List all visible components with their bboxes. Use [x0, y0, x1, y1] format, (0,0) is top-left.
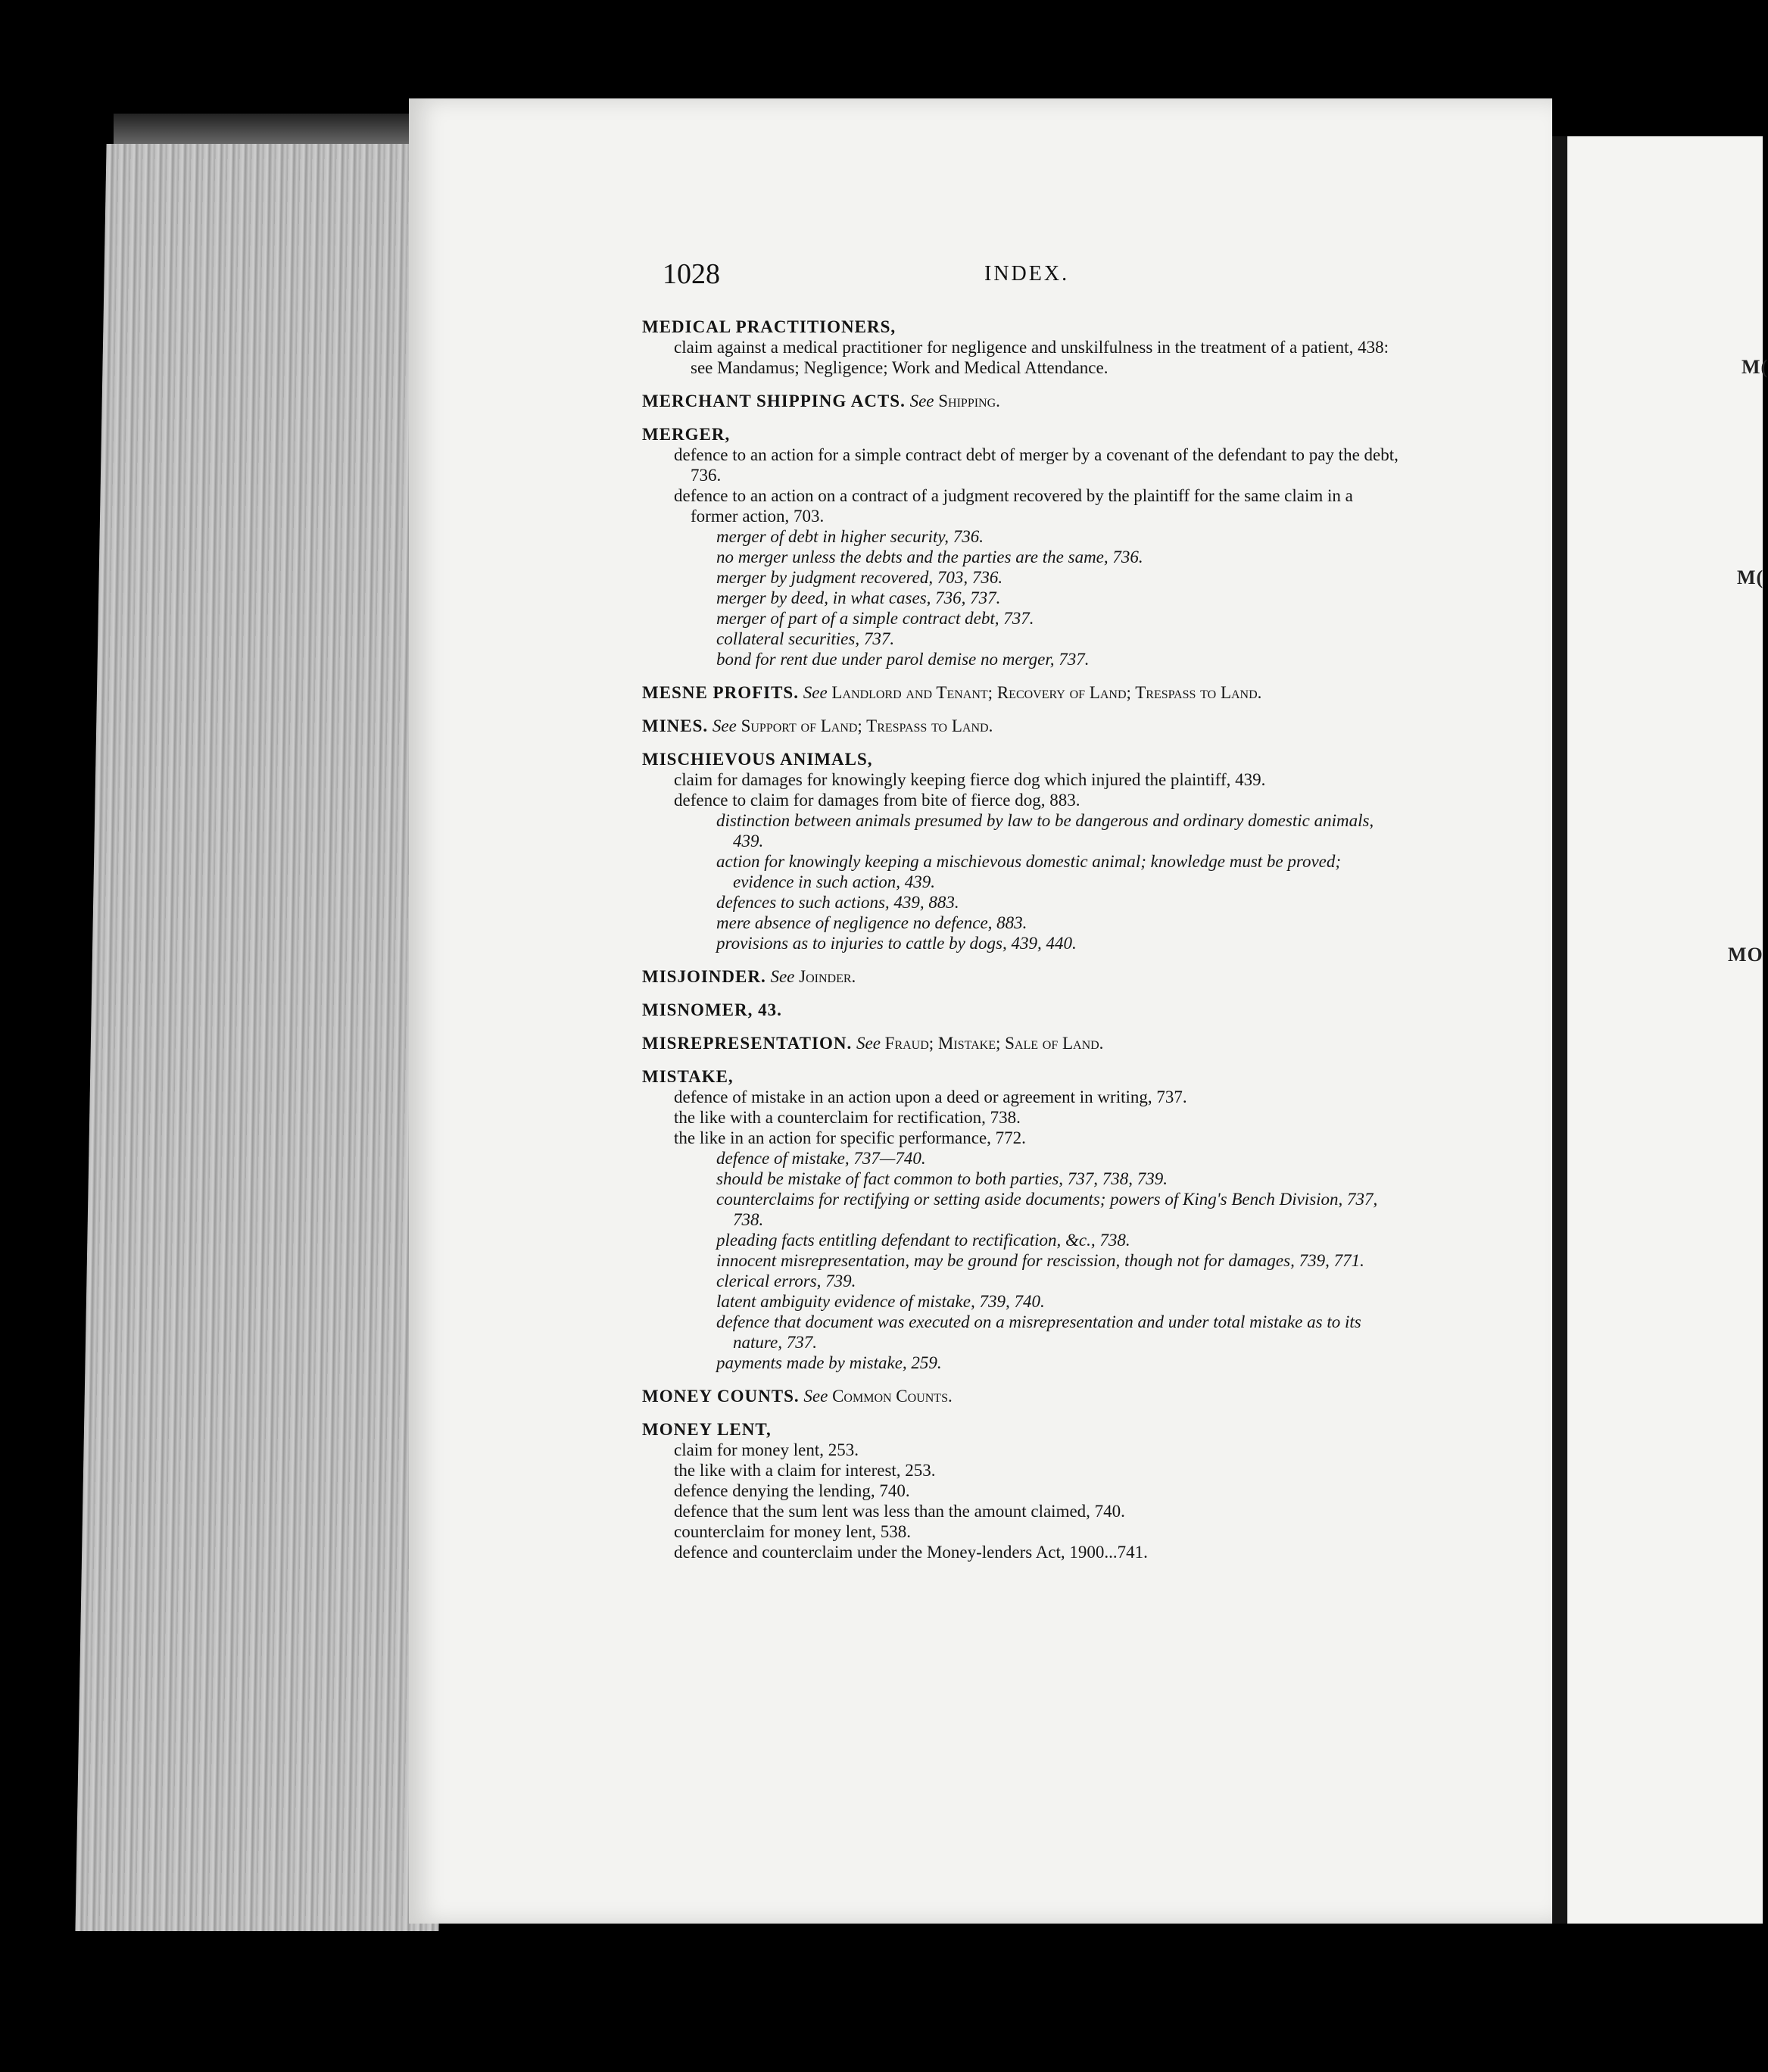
page-number: 1028 [663, 258, 720, 290]
index-entry [642, 966, 1399, 987]
book-gutter [1552, 136, 1567, 1924]
entry-heading: MISJOINDER. [642, 967, 766, 986]
see-reference: Landlord and Tenant; Recovery of Land; Trespass to Land. [831, 683, 1262, 702]
see-reference: Support of Land; Trespass to Land. [741, 716, 993, 735]
index-subentry: claim for damages for knowingly keeping fierce dog which injured the plaintiff, 439. [674, 770, 1266, 789]
index-note-line: merger of part of a simple contract debt, 737. [716, 609, 1034, 628]
index-subentry: defence to claim for damages from bite of fierce dog, 883. [674, 791, 1080, 810]
running-head: INDEX. [984, 262, 1070, 286]
index-entry [642, 391, 1399, 411]
index-subentry: the like with a counterclaim for rectification, 738. [674, 1108, 1021, 1127]
see-label: See [770, 967, 795, 986]
right-page-fragment: M( [1741, 356, 1768, 378]
index-entry [642, 1419, 1399, 1562]
entry-heading-line [642, 1000, 1399, 1020]
index-note-line: merger by deed, in what cases, 736, 737. [716, 588, 1001, 607]
see-label: See [803, 1387, 828, 1406]
index-subentry: defence of mistake in an action upon a deed or agreement in writing, 737. [674, 1087, 1187, 1106]
entry-heading-line [642, 1386, 1399, 1406]
index-subentry: defence to an action on a contract of a judgment recovered by the plaintiff for the same claim in a former action, 703. [674, 486, 1353, 526]
index-list [642, 317, 1399, 1575]
index-note-line: action for knowingly keeping a mischievous domestic animal; knowledge must be proved; evidence in such action, 439. [716, 852, 1342, 891]
index-entry [642, 317, 1399, 378]
see-reference: Shipping. [938, 392, 1000, 410]
index-entry [642, 1066, 1399, 1373]
see-label: See [856, 1034, 881, 1053]
entry-heading: MISREPRESENTATION. [642, 1034, 853, 1053]
index-note-line: payments made by mistake, 259. [716, 1353, 942, 1372]
see-label: See [712, 716, 737, 735]
right-page-fragment: M( [1737, 566, 1764, 588]
index-entry [642, 1033, 1399, 1053]
entry-heading: MISNOMER, 43. [642, 1000, 782, 1019]
see-label: See [803, 683, 828, 702]
entry-heading: MERGER, [642, 425, 731, 444]
index-note-line: defence of mistake, 737—740. [716, 1149, 926, 1168]
entry-heading: MEDICAL PRACTITIONERS, [642, 317, 896, 336]
index-note-line: mere absence of negligence no defence, 883. [716, 913, 1027, 932]
index-subentry: the like in an action for specific performance, 772. [674, 1128, 1026, 1147]
entry-heading: MERCHANT SHIPPING ACTS. [642, 392, 906, 410]
entry-heading-line [642, 716, 1399, 736]
right-page [1567, 136, 1763, 1924]
index-note-line: collateral securities, 737. [716, 629, 895, 648]
see-reference: Fraud; Mistake; Sale of Land. [884, 1034, 1104, 1053]
index-entry [642, 1386, 1399, 1406]
entry-heading-line [642, 317, 1399, 337]
index-note-line: should be mistake of fact common to both parties, 737, 738, 739. [716, 1169, 1168, 1188]
index-entry [642, 1000, 1399, 1020]
index-subentry: defence and counterclaim under the Money-lenders Act, 1900...741. [674, 1543, 1148, 1562]
entry-heading-line [642, 1033, 1399, 1053]
index-entry [642, 749, 1399, 953]
see-reference: Common Counts. [832, 1387, 953, 1406]
right-page-fragment: MO [1728, 944, 1763, 966]
index-subentry: claim for money lent, 253. [674, 1440, 859, 1459]
index-note-line: counterclaims for rectifying or setting aside documents; powers of King's Bench Division, 737, 738. [716, 1190, 1378, 1229]
index-note-line: pleading facts entitling defendant to rectification, &c., 738. [716, 1231, 1130, 1250]
index-note-line: no merger unless the debts and the parties are the same, 736. [716, 548, 1143, 566]
entry-heading-line [642, 1419, 1399, 1440]
index-entry [642, 424, 1399, 669]
entry-heading: MISTAKE, [642, 1067, 734, 1086]
index-subentry: defence that the sum lent was less than the amount claimed, 740. [674, 1502, 1125, 1521]
entry-heading-line [642, 682, 1399, 703]
page-edges-top [114, 114, 439, 144]
index-entry [642, 716, 1399, 736]
index-note-line: distinction between animals presumed by law to be dangerous and ordinary domestic animals, 439. [716, 811, 1374, 850]
see-reference: Joinder. [799, 967, 856, 986]
entry-heading-line [642, 391, 1399, 411]
index-note-line: clerical errors, 739. [716, 1272, 856, 1290]
index-note-line: latent ambiguity evidence of mistake, 739, 740. [716, 1292, 1045, 1311]
index-note-line: merger by judgment recovered, 703, 736. [716, 568, 1003, 587]
index-note-line: bond for rent due under parol demise no merger, 737. [716, 650, 1090, 669]
entry-heading: MONEY COUNTS. [642, 1387, 800, 1406]
index-note-line: defence that document was executed on a misrepresentation and under total mistake as to its nature, 737. [716, 1312, 1361, 1352]
index-subentry: the like with a claim for interest, 253. [674, 1461, 936, 1480]
entry-heading: MISCHIEVOUS ANIMALS, [642, 750, 873, 769]
index-subentry: defence to an action for a simple contract debt of merger by a covenant of the defendant to pay the debt, 736. [674, 445, 1398, 485]
entry-heading: MONEY LENT, [642, 1420, 772, 1439]
index-entry [642, 682, 1399, 703]
entry-heading-line [642, 424, 1399, 445]
entry-heading-line [642, 749, 1399, 769]
index-note-line: provisions as to injuries to cattle by dogs, 439, 440. [716, 934, 1077, 953]
index-note-line: innocent misrepresentation, may be ground for rescission, though not for damages, 739, 771. [716, 1251, 1364, 1270]
entry-heading: MINES. [642, 716, 709, 735]
index-subentry: counterclaim for money lent, 538. [674, 1522, 911, 1541]
index-note-line: defences to such actions, 439, 883. [716, 893, 959, 912]
index-note-line: merger of debt in higher security, 736. [716, 527, 984, 546]
entry-heading-line [642, 1066, 1399, 1087]
index-subentry: claim against a medical practitioner for negligence and unskilfulness in the treatment of a patient, 438: see Mandamus; Negligence; Work and Medical Attendance. [674, 338, 1389, 377]
index-subentry: defence denying the lending, 740. [674, 1481, 910, 1500]
page-header [663, 257, 1442, 295]
entry-heading-line [642, 966, 1399, 987]
see-label: See [909, 392, 934, 410]
entry-heading: MESNE PROFITS. [642, 683, 799, 702]
